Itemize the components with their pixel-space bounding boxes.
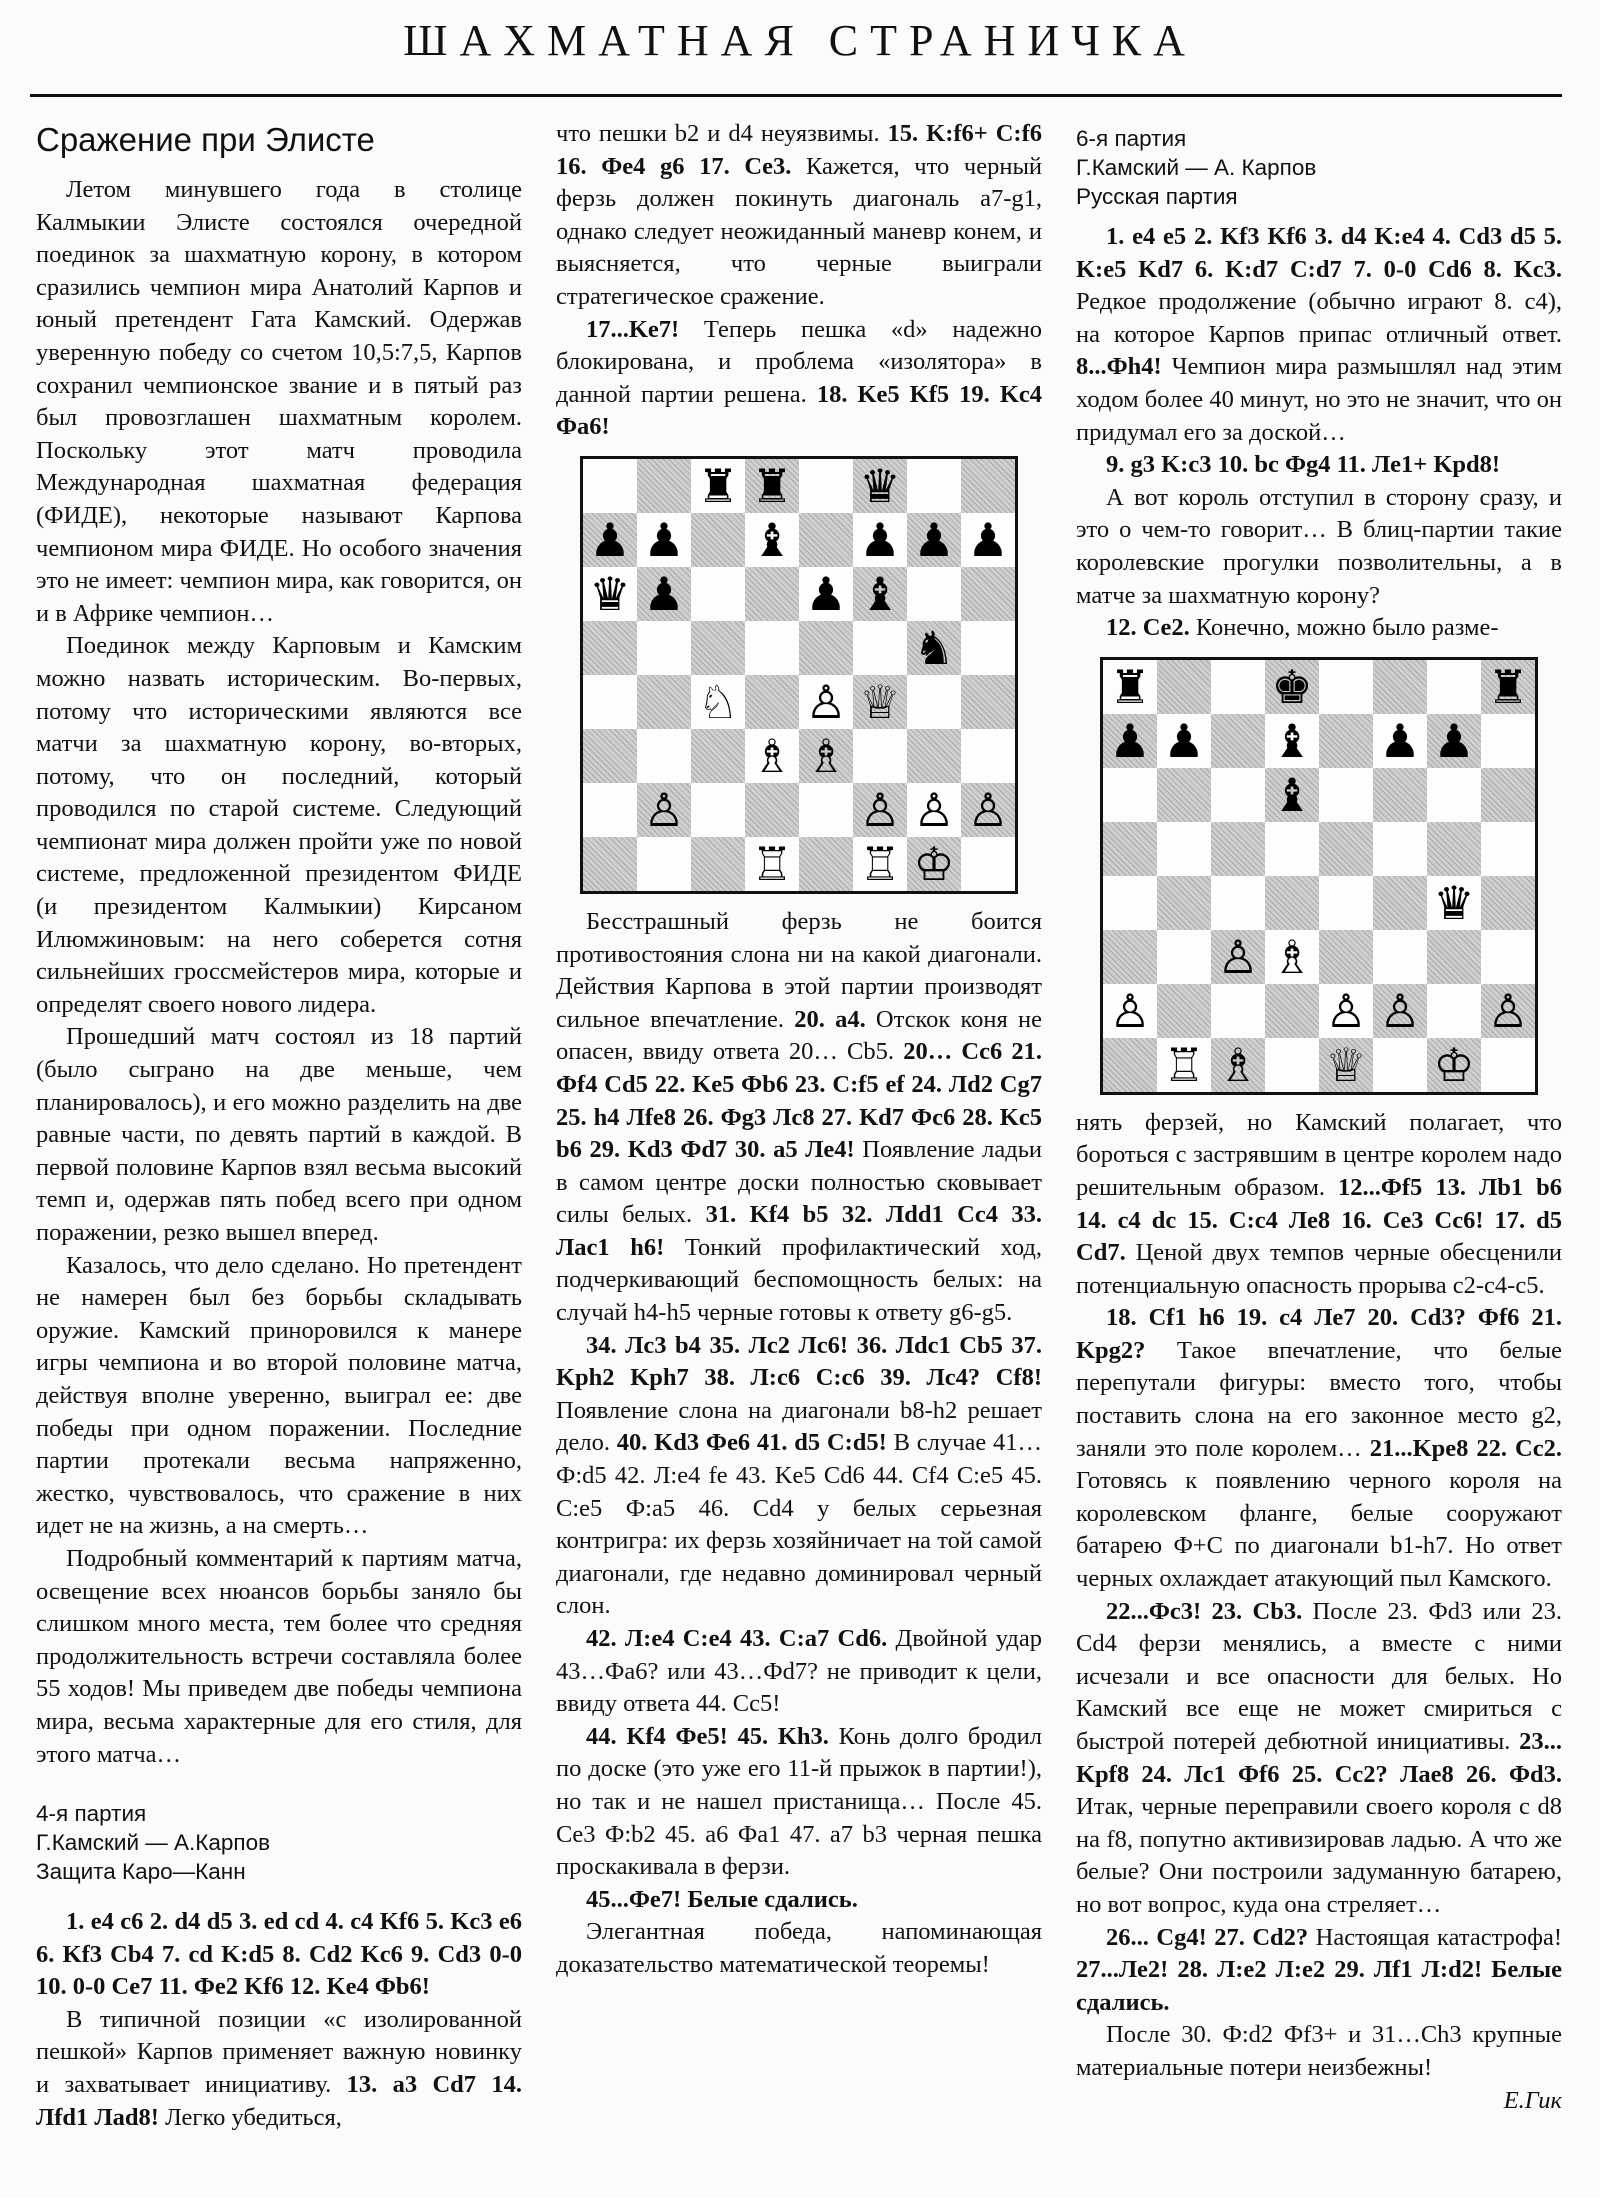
board-square [853, 567, 907, 621]
paragraph [556, 1884, 1042, 1917]
text: После 23. Фd3 или 23. Cd4 ферзи менялись, а вместе с ними исчезали и все опасности для белых. Но Камский все еще не может смириться с быстрой потерей дебютной инициативы. [1076, 1597, 1562, 1755]
board-square [1373, 984, 1427, 1038]
text: Готовясь к появлению черного короля на королевском фланге, белые сооружают батарею Ф+С по диагонали b1-h7. Но ответ черных охлаждает атакующий пыл Камского. [1076, 1467, 1562, 1593]
board-square [1265, 984, 1319, 1038]
white-rook-icon: ♖ [751, 836, 793, 891]
board-grid [1103, 660, 1535, 1092]
paragraph [1076, 1922, 1562, 2020]
board-square [1211, 984, 1265, 1038]
board-square [637, 783, 691, 837]
board-square [583, 837, 637, 891]
game-number: 6-я партия [1076, 126, 1187, 151]
game-players: Г.Камский — А.Карпов [36, 1830, 271, 1856]
board-square [745, 621, 799, 675]
board-square [1373, 876, 1427, 930]
board-square [745, 675, 799, 729]
moves: 23... Kpf8 24. Лc1 Фf6 25. Cc2? Лae8 26. Фd3. [1076, 1728, 1562, 1788]
moves: 20… Cc6 21. Фf4 Cd5 22. Ke5 Фb6 23. C:f5 ef 24. Лd2 Cg7 25. h4 Лfe8 26. Фg3 Лc8 27. Kd7 Фc6 28. Kc5 b6 29. Kd3 Фd7 30. a5 Ле4! [556, 1038, 1042, 1164]
paragraph: Элегантная победа, напоминающая доказательство математической теоремы! [556, 1918, 1042, 1978]
board-square [1265, 768, 1319, 822]
board-square [583, 621, 637, 675]
board-square [799, 837, 853, 891]
board-square [745, 513, 799, 567]
moves: 31. Kf4 b5 32. Лdd1 Cc4 33. Лac1 h6! [556, 1201, 1042, 1261]
board-square [691, 729, 745, 783]
moves: 42. Л:e4 C:e4 43. C:a7 Cd6. [586, 1625, 888, 1652]
board-square [1319, 930, 1373, 984]
moves: 8...Фh4! [1076, 353, 1162, 381]
paragraph [1076, 1302, 1562, 1595]
white-bishop-icon: ♗ [751, 728, 793, 783]
moves: 44. Kf4 Фе5! 45. Kh3. [586, 1722, 829, 1750]
paragraph [1076, 449, 1562, 482]
page-header-title: ШАХМАТНАЯ СТРАНИЧКА [403, 16, 1197, 65]
paragraph: Поединок между Карповым и Камским можно назвать историческим. Во-первых, потому что историческими являются все матчи за шахматную корону, во-вторых, потому, что он последний, который проводился по старой системе. Следующий чемпионат мира должен пройти уже по новой системе, предложенной президентом ФИДЕ (и президентом Калмыкии) Кирсаном Илюмжиновым: на него соберется сотня сильнейших гроссмейстеров мира, которые и определят своего нового лидера. [36, 632, 522, 1018]
board-square [583, 729, 637, 783]
board-square [799, 459, 853, 513]
column-1 [36, 118, 522, 2134]
board-square [1265, 714, 1319, 768]
board-square [1319, 984, 1373, 1038]
header-rule [30, 94, 1562, 97]
black-bishop-icon: ♝ [1271, 713, 1313, 768]
text: Отскок коня не опасен, ввиду ответа 20… Cb5. [556, 1005, 1042, 1066]
black-pawn-icon: ♟ [859, 512, 901, 567]
board-grid [583, 459, 1015, 891]
board-square [1157, 822, 1211, 876]
board-square [1157, 768, 1211, 822]
text: Тонкий профилактический ход, подчеркивающий беспомощность белых: на случай h4-h5 черные готовы к ответу g6-g5. [556, 1233, 1042, 1327]
text: Бесстрашный ферзь не боится противостояния слона ни на какой диагонали. Действия Карпова в этой партии производят сильное впечатление. [556, 907, 1042, 1033]
board-square [799, 567, 853, 621]
moves: 40. Kd3 Фе6 41. d5 C:d5! [616, 1429, 887, 1457]
board-square [961, 783, 1015, 837]
text: Появление ладьи в самом центре доски полностью сковывает силы белых. [556, 1136, 1042, 1229]
black-rook-icon: ♜ [1487, 659, 1529, 714]
board-square [745, 837, 799, 891]
board-square [853, 729, 907, 783]
moves: 17...Ke7! [586, 315, 680, 343]
moves: 1. e4 e5 2. Kf3 Kf6 3. d4 K:e4 4. Cd3 d5 5. K:e5 Kd7 6. K:d7 C:d7 7. 0-0 Cd6 8. Kc3. [1076, 223, 1562, 283]
board-square [691, 513, 745, 567]
board-square [1481, 876, 1535, 930]
text: Конечно, можно было разме- [1189, 614, 1499, 642]
text: Теперь пешка «d» надежно блокирована, и проблема «изолятора» в данной партии решена. [556, 315, 1042, 408]
black-queen-icon: ♛ [589, 566, 631, 621]
white-pawn-icon: ♙ [1217, 929, 1259, 984]
board-square [1373, 660, 1427, 714]
black-rook-icon: ♜ [1109, 659, 1151, 714]
board-square [1427, 876, 1481, 930]
white-pawn-icon: ♙ [913, 782, 955, 837]
white-king-icon: ♔ [913, 836, 955, 891]
board-square [1211, 768, 1265, 822]
paragraph: Прошедший матч состоял из 18 партий (было сыграно на две меньше, чем планировалось), и его можно разделить на две равные части, по девять партий в каждой. В первой половине Карпов взял весьма высокий темп и, одержав пять побед всего при одном поражении, резко вышел вперед. [36, 1023, 522, 1246]
board-square [1211, 660, 1265, 714]
board-square [799, 783, 853, 837]
moves: 45...Фе7! Белые сдались. [586, 1885, 858, 1913]
board-square [1211, 930, 1265, 984]
black-pawn-icon: ♟ [643, 566, 685, 621]
board-square [907, 459, 961, 513]
board-square [1211, 822, 1265, 876]
board-square [1481, 660, 1535, 714]
game-info-6 [1076, 124, 1562, 211]
moves: 27...Ле2! 28. Л:e2 Л:e2 29. Лf1 Л:d2! Белые сдались. [1076, 1956, 1562, 2016]
board-square [907, 513, 961, 567]
chess-diagram-1 [580, 456, 1018, 894]
white-bishop-icon: ♗ [1271, 929, 1313, 984]
black-pawn-icon: ♟ [1163, 713, 1205, 768]
white-pawn-icon: ♙ [805, 674, 847, 729]
board-square [1319, 714, 1373, 768]
paragraph: А вот король отступил в сторону сразу, и это о чем-то говорит… В блиц-партии такие королевские прогулки позволительны, а в матче за шахматную корону? [1076, 483, 1562, 609]
board-square [1103, 822, 1157, 876]
board-square [1427, 930, 1481, 984]
white-bishop-icon: ♗ [805, 728, 847, 783]
board-square [1427, 768, 1481, 822]
board-square [1103, 984, 1157, 1038]
board-square [799, 729, 853, 783]
white-pawn-icon: ♙ [1325, 983, 1367, 1038]
game-info-4 [36, 1799, 522, 1886]
chess-diagram-1-wrap [556, 456, 1042, 894]
black-pawn-icon: ♟ [1433, 713, 1475, 768]
board-square [1481, 1038, 1535, 1092]
black-queen-icon: ♛ [859, 458, 901, 513]
black-pawn-icon: ♟ [643, 512, 685, 567]
board-square [961, 729, 1015, 783]
moves: 13. a3 Cd7 14. Лfd1 Лad8! [36, 2071, 522, 2131]
column-2 [556, 118, 1042, 1982]
board-square [1103, 876, 1157, 930]
board-square [745, 459, 799, 513]
board-square [853, 621, 907, 675]
paragraph [1076, 1107, 1562, 1303]
white-pawn-icon: ♙ [859, 782, 901, 837]
text: В типичной позиции «с изолированной пешкой» Карпов применяет важную новинку и захватывает инициативу. [36, 2005, 522, 2099]
board-square [637, 459, 691, 513]
board-square [1265, 822, 1319, 876]
white-rook-icon: ♖ [859, 836, 901, 891]
white-pawn-icon: ♙ [967, 782, 1009, 837]
board-square [853, 675, 907, 729]
white-queen-icon: ♕ [1325, 1037, 1367, 1092]
paragraph [1076, 1596, 1562, 1922]
board-square [637, 513, 691, 567]
board-square [637, 837, 691, 891]
chess-diagram-2-wrap [1076, 657, 1562, 1095]
board-square [1103, 714, 1157, 768]
board-square [961, 459, 1015, 513]
black-bishop-icon: ♝ [859, 566, 901, 621]
black-bishop-icon: ♝ [1271, 767, 1313, 822]
board-square [691, 567, 745, 621]
board-square [1427, 714, 1481, 768]
text: что пешки b2 и d4 неуязвимы. [556, 120, 888, 147]
black-rook-icon: ♜ [751, 458, 793, 513]
board-square [1103, 660, 1157, 714]
game-players: Г.Камский — А. Карпов [1076, 155, 1317, 180]
chess-diagram-2 [1100, 657, 1538, 1095]
black-pawn-icon: ♟ [913, 512, 955, 567]
paragraph [36, 2004, 522, 2134]
board-square [583, 783, 637, 837]
board-square [583, 513, 637, 567]
board-square [583, 567, 637, 621]
paragraph [556, 118, 1042, 314]
white-pawn-icon: ♙ [1487, 983, 1529, 1038]
board-square [853, 783, 907, 837]
board-square [1481, 822, 1535, 876]
board-square [1157, 660, 1211, 714]
board-square [1373, 930, 1427, 984]
black-pawn-icon: ♟ [1379, 713, 1421, 768]
moves: 12...Фf5 13. Лb1 b6 14. c4 dc 15. C:c4 Ле8 16. Ce3 Cc6! 17. d5 Cd7. [1076, 1173, 1562, 1267]
board-square [907, 675, 961, 729]
paragraph: Летом минувшего года в столице Калмыкии Элисте состоялся очередной поединок за шахматную корону, в котором сразились чемпион мира Анатолий Карпов и юный претендент Гата Камский. Одержав уверенную победу со счетом 10,5:7,5, Карпов сохранил чемпионское звание и в пятый раз был провозглашен шахматным королем. Поскольку этот матч проводила Международная шахматная федерация (ФИДЕ), некоторые называют Карпова чемпионом мира ФИДЕ. Но особого значения это не имеет: чемпион мира, как говорится, он и в Африке чемпион… [36, 176, 522, 627]
text: Двойной удар 43…Фa6? или 43…Фd7? не приводит к цели, ввиду ответа 44. Cc5! [556, 1625, 1042, 1718]
board-square [583, 675, 637, 729]
black-pawn-icon: ♟ [967, 512, 1009, 567]
white-pawn-icon: ♙ [1379, 983, 1421, 1038]
board-square [1319, 876, 1373, 930]
board-square [1481, 768, 1535, 822]
board-square [1373, 768, 1427, 822]
board-square [637, 729, 691, 783]
moves: 1. e4 c6 2. d4 d5 3. ed cd 4. c4 Kf6 5. Kc3 e6 6. Kf3 Cb4 7. cd K:d5 8. Cd2 Kc6 9. Cd3 0-0 10. 0-0 Ce7 11. Фе2 Kf6 12. Ke4 Фb6! [36, 1908, 522, 2001]
black-knight-icon: ♞ [913, 620, 955, 675]
text: Чемпион мира размышлял над этим ходом более 40 минут, но это не значит, что он придумал его за доской… [1076, 353, 1562, 446]
board-square [1265, 930, 1319, 984]
game-number: 4-я партия [36, 1801, 147, 1827]
white-knight-icon: ♘ [697, 674, 739, 729]
paragraph [1076, 221, 1562, 449]
board-square [1157, 876, 1211, 930]
board-square [1157, 984, 1211, 1038]
moves: 9. g3 K:c3 10. bc Фg4 11. Ле1+ Kpd8! [1106, 451, 1501, 479]
moves: 21...Kpe8 22. Cc2. [1369, 1434, 1562, 1462]
board-square [853, 837, 907, 891]
board-square [691, 675, 745, 729]
white-rook-icon: ♖ [1163, 1037, 1205, 1092]
board-square [961, 837, 1015, 891]
board-square [1427, 822, 1481, 876]
board-square [799, 675, 853, 729]
board-square [1427, 1038, 1481, 1092]
board-square [961, 513, 1015, 567]
text: нять ферзей, но Камский полагает, что бороться с застрявшим в центре королем надо решительным образом. [1076, 1108, 1562, 1201]
board-square [745, 567, 799, 621]
board-square [961, 567, 1015, 621]
board-square [1427, 984, 1481, 1038]
board-square [907, 729, 961, 783]
white-pawn-icon: ♙ [643, 782, 685, 837]
board-square [1373, 822, 1427, 876]
board-square [1481, 930, 1535, 984]
board-square [961, 675, 1015, 729]
board-square [745, 783, 799, 837]
board-square [1157, 930, 1211, 984]
board-square [1103, 930, 1157, 984]
moves: 18. Ke5 Kf5 19. Kc4 Фa6! [556, 380, 1043, 441]
board-square [961, 621, 1015, 675]
paragraph [556, 1330, 1042, 1623]
board-square [691, 621, 745, 675]
text: В случае 41…Ф:d5 42. Л:e4 fe 43. Ke5 Cd6 44. Cf4 C:e5 45. C:e5 Ф:a5 46. Cd4 у белых серьезная контригра: их ферзь хозяйничает на той самой диагонали, где недавно доминировал черный слон. [556, 1429, 1042, 1620]
white-king-icon: ♔ [1433, 1037, 1475, 1092]
text: Ценой двух темпов черные обесценили потенциальную опасность прорыва c2-c4-c5. [1076, 1239, 1562, 1299]
game-opening: Защита Каро—Канн [36, 1859, 246, 1885]
board-square [907, 621, 961, 675]
text: Кажется, что черный ферзь должен покинуть диагональ a7-g1, однако следует неожиданный маневр конем, и выясняется, что черные выиграли стратегическое сражение. [556, 152, 1043, 310]
text: Такое впечатление, что белые перепутали фигуры: вместо того, чтобы поставить слона на его законное место g2, заняли это поле королем… [1076, 1336, 1562, 1462]
article-title: Сражение при Элисте [36, 121, 375, 158]
board-square [745, 729, 799, 783]
board-square [691, 459, 745, 513]
board-square [853, 459, 907, 513]
board-square [1265, 660, 1319, 714]
white-bishop-icon: ♗ [1217, 1037, 1259, 1092]
text: Итак, черные переправили своего короля с d8 на f8, попутно активизировав ладью. А что же белые? Они построили задуманную батарею, но вот вопрос, куда она стреляет… [1076, 1793, 1562, 1918]
paragraph [1076, 612, 1562, 645]
board-square [637, 567, 691, 621]
board-square [907, 567, 961, 621]
board-square [1265, 1038, 1319, 1092]
board-square [691, 837, 745, 891]
paragraph [556, 1721, 1042, 1884]
board-square [853, 513, 907, 567]
paragraph: Подробный комментарий к партиям матча, освещение всех нюансов борьбы заняло бы слишком много места, тем более что средняя продолжительность встречи составляла более 55 ходов! Мы приведем две победы чемпиона мира, весьма характерные для его стиля, для этого матча… [36, 1544, 522, 1768]
black-pawn-icon: ♟ [1109, 713, 1151, 768]
paragraph: Казалось, что дело сделано. Но претендент не намерен был без борьбы складывать оружие. Камский приноровился к манере игры чемпиона и во второй половине матча, действуя вполне уверенно, выиграл ее: две победы при одном поражении. Последние партии протекали весьма напряженно, жестко, чувствовалось, что сражение в них идет не на жизнь, а на смерть… [36, 1251, 522, 1540]
black-pawn-icon: ♟ [805, 566, 847, 621]
board-square [583, 459, 637, 513]
board-square [799, 513, 853, 567]
paragraph [556, 314, 1042, 444]
board-square [1427, 660, 1481, 714]
board-square [1373, 714, 1427, 768]
author-signature: Е.Гик [1503, 2086, 1562, 2114]
moves: 26... Cg4! 27. Cd2? [1106, 1923, 1309, 1951]
black-king-icon: ♚ [1271, 659, 1313, 714]
text: Конь долго бродил по доске (это уже его 11-й прыжок в партии!), но так и не нашел пристанища… После 45. Ce3 Ф:b2 45. a6 Фa1 47. a7 b3 черная пешка проскакивала в ферзи. [556, 1722, 1042, 1881]
white-queen-icon: ♕ [859, 674, 901, 729]
board-square [1211, 1038, 1265, 1092]
board-square [1211, 714, 1265, 768]
text: Настоящая катастрофа! [1308, 1923, 1562, 1951]
game-opening: Русская партия [1076, 184, 1238, 209]
black-queen-icon: ♛ [1433, 875, 1475, 930]
board-square [637, 621, 691, 675]
moves: 22...Фc3! 23. Cb3. [1106, 1597, 1303, 1625]
text: Появление слона на диагонали b8-h2 решает дело. [556, 1396, 1042, 1457]
board-square [1157, 1038, 1211, 1092]
moves-paragraph [36, 1906, 522, 2004]
moves: 34. Лc3 b4 35. Лc2 Лc6! 36. Лdc1 Cb5 37. Kph2 Kph7 38. Л:c6 C:c6 39. Лc4? Cf8! [556, 1331, 1042, 1392]
board-square [691, 783, 745, 837]
board-square [1373, 1038, 1427, 1092]
black-rook-icon: ♜ [697, 458, 739, 513]
moves: 20. a4. [794, 1005, 866, 1033]
board-square [799, 621, 853, 675]
paragraph: После 30. Ф:d2 Фf3+ и 31…Ch3 крупные материальные потери неизбежны! [1076, 2021, 1562, 2081]
board-square [637, 675, 691, 729]
board-square [1211, 876, 1265, 930]
black-bishop-icon: ♝ [751, 512, 793, 567]
board-square [1481, 714, 1535, 768]
board-square [1103, 768, 1157, 822]
black-pawn-icon: ♟ [589, 512, 631, 567]
board-square [1319, 768, 1373, 822]
text: Легко убедиться, [158, 2103, 342, 2131]
paragraph [556, 1623, 1042, 1721]
board-square [1481, 984, 1535, 1038]
board-square [907, 783, 961, 837]
moves: 15. K:f6+ C:f6 16. Фе4 g6 17. Ce3. [556, 120, 1042, 180]
text: Редкое продолжение (обычно играют 8. c4), на которое Карпов припас отличный ответ. [1076, 288, 1562, 348]
board-square [1103, 1038, 1157, 1092]
board-square [1265, 876, 1319, 930]
board-square [1319, 1038, 1373, 1092]
board-square [1319, 660, 1373, 714]
paragraph [556, 906, 1042, 1330]
board-square [1157, 714, 1211, 768]
moves: 18. Cf1 h6 19. c4 Ле7 20. Cd3? Фf6 21. Kpg2? [1076, 1304, 1562, 1364]
board-square [907, 837, 961, 891]
moves: 12. Ce2. [1106, 614, 1190, 642]
board-square [1319, 822, 1373, 876]
column-3 [1076, 118, 1562, 2117]
white-pawn-icon: ♙ [1109, 983, 1151, 1038]
